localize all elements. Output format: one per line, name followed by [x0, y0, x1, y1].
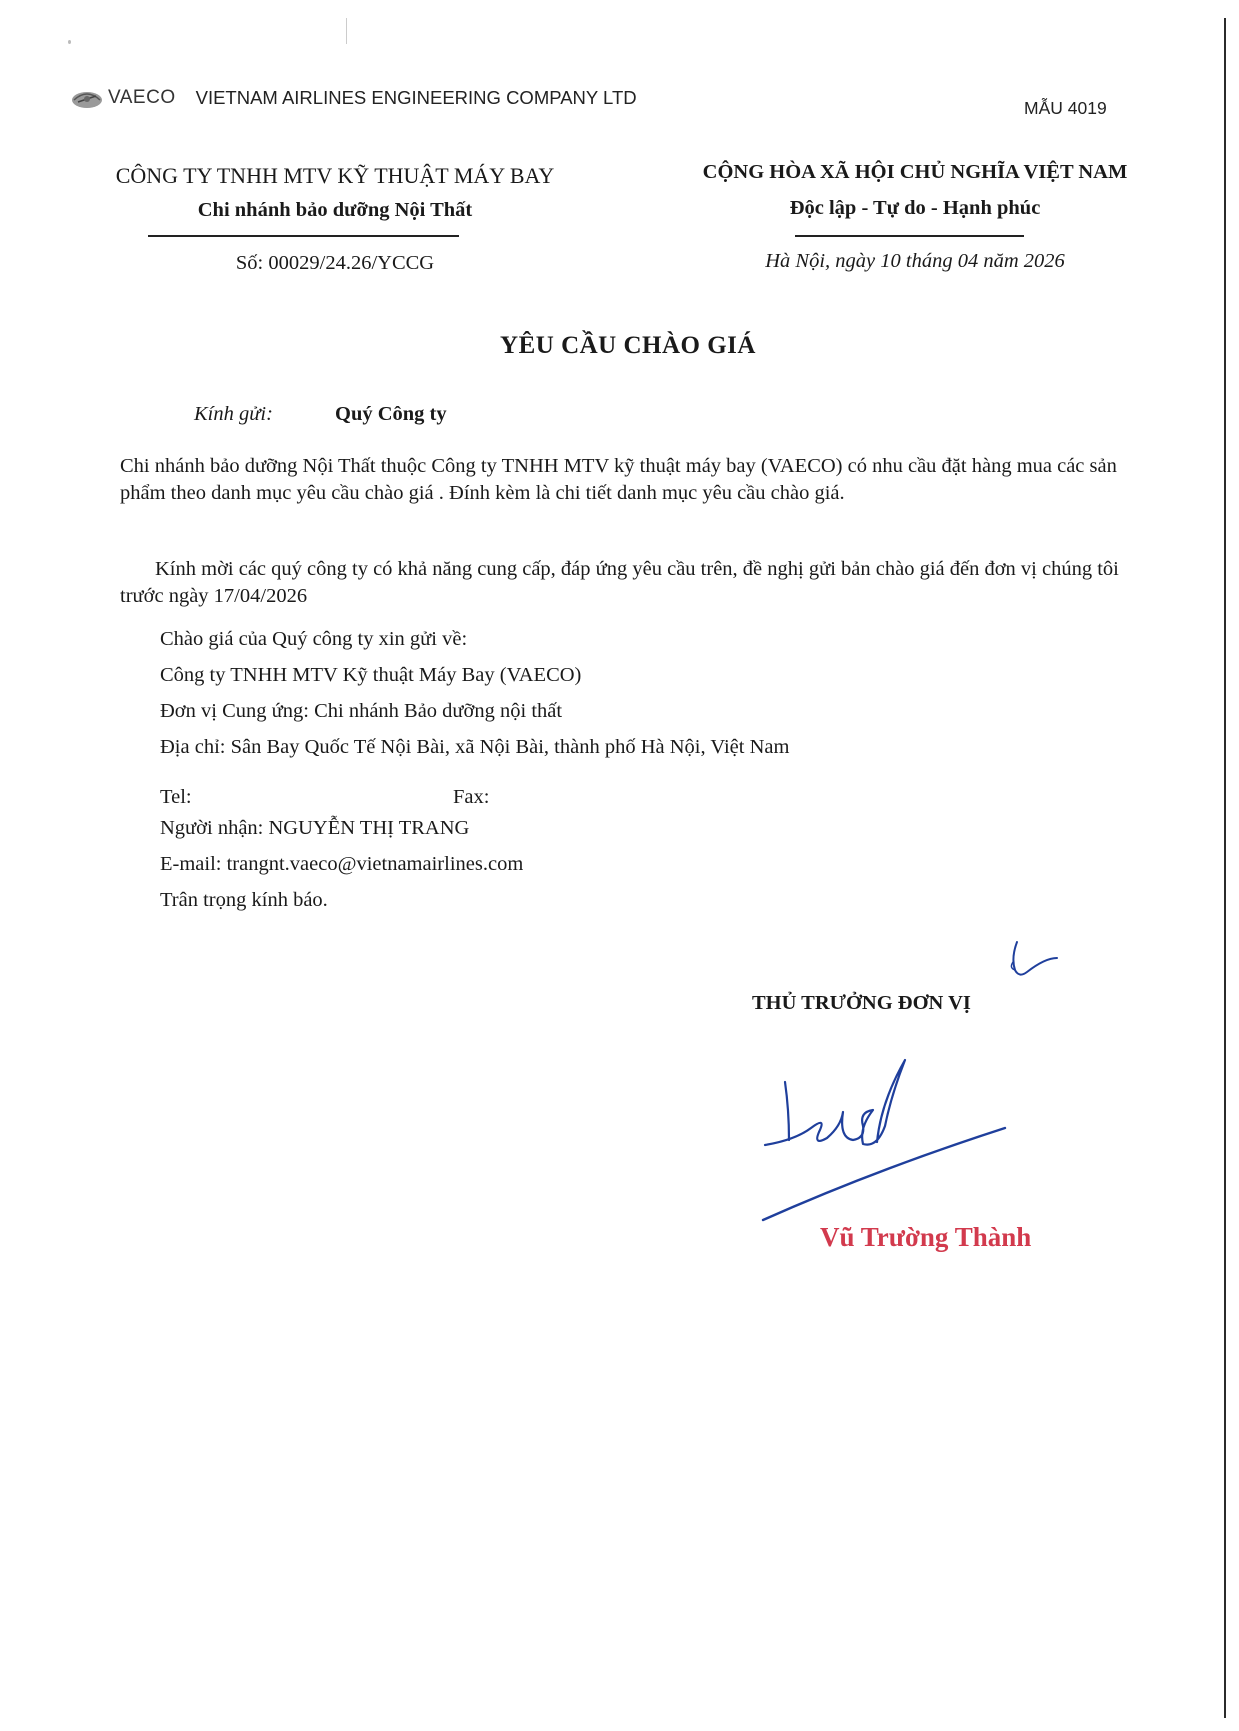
contact-receiver: Người nhận: NGUYỄN THỊ TRANG	[160, 817, 470, 839]
national-title: CỘNG HÒA XÃ HỘI CHỦ NGHĨA VIỆT NAM	[702, 161, 1128, 183]
scan-speck	[68, 40, 71, 44]
contact-company: Công ty TNHH MTV Kỹ thuật Máy Bay (VAECO)	[160, 664, 582, 686]
logo-text: VAECO	[108, 87, 176, 108]
divider	[148, 235, 459, 237]
contact-supply-unit: Đơn vị Cung ứng: Chi nhánh Bảo dưỡng nội thất	[160, 700, 563, 722]
scan-edge-line	[1224, 18, 1226, 1718]
issuing-organization: CÔNG TY TNHH MTV KỸ THUẬT MÁY BAY	[115, 163, 555, 188]
document-date: Hà Nội, ngày 10 tháng 04 năm 2026	[765, 250, 1065, 272]
contact-send-to: Chào giá của Quý công ty xin gửi về:	[160, 628, 468, 650]
contact-tel: Tel:	[160, 786, 192, 808]
issuing-branch: Chi nhánh bảo dưỡng Nội Thất	[197, 199, 473, 221]
document-title: YÊU CẦU CHÀO GIÁ	[500, 332, 756, 359]
scan-speck	[346, 18, 347, 44]
national-motto: Độc lập - Tự do - Hạnh phúc	[789, 197, 1041, 219]
signatory-title: THỦ TRƯỞNG ĐƠN VỊ	[752, 992, 971, 1014]
form-code: MẪU 4019	[1024, 98, 1107, 118]
divider	[795, 235, 1024, 237]
initial-mark-icon	[1005, 938, 1060, 983]
contact-email: E-mail: trangnt.vaeco@vietnamairlines.com	[160, 853, 524, 875]
body-paragraph-2: Kính mời các quý công ty có khả năng cung cấp, đáp ứng yêu cầu trên, đề nghị gửi bản chào giá đến đơn vị chúng tôi trước ngày 17/04/2026	[120, 558, 1119, 607]
vaeco-logo-icon	[70, 86, 104, 110]
closing-line: Trân trọng kính báo.	[160, 889, 328, 911]
body-paragraph-1: Chi nhánh bảo dưỡng Nội Thất thuộc Công ty TNHH MTV kỹ thuật máy bay (VAECO) có nhu cầu đặt hàng mua các sản phẩm theo danh mục yêu cầu chào giá . Đính kèm là chi tiết danh mục yêu cầu chào giá.	[120, 455, 1117, 504]
document-number: Số: 00029/24.26/YCCG	[235, 252, 435, 274]
handwritten-signature	[755, 1050, 1015, 1225]
contact-fax: Fax:	[453, 786, 490, 808]
signatory-name: Vũ Trường Thành	[820, 1222, 1032, 1252]
salutation-recipient: Quý Công ty	[335, 403, 447, 425]
salutation-label: Kính gửi:	[194, 403, 273, 425]
contact-address: Địa chỉ: Sân Bay Quốc Tế Nội Bài, xã Nội Bài, thành phố Hà Nội, Việt Nam	[160, 736, 790, 758]
company-letterhead	[70, 86, 637, 110]
company-name-english: VIETNAM AIRLINES ENGINEERING COMPANY LTD	[195, 87, 637, 108]
